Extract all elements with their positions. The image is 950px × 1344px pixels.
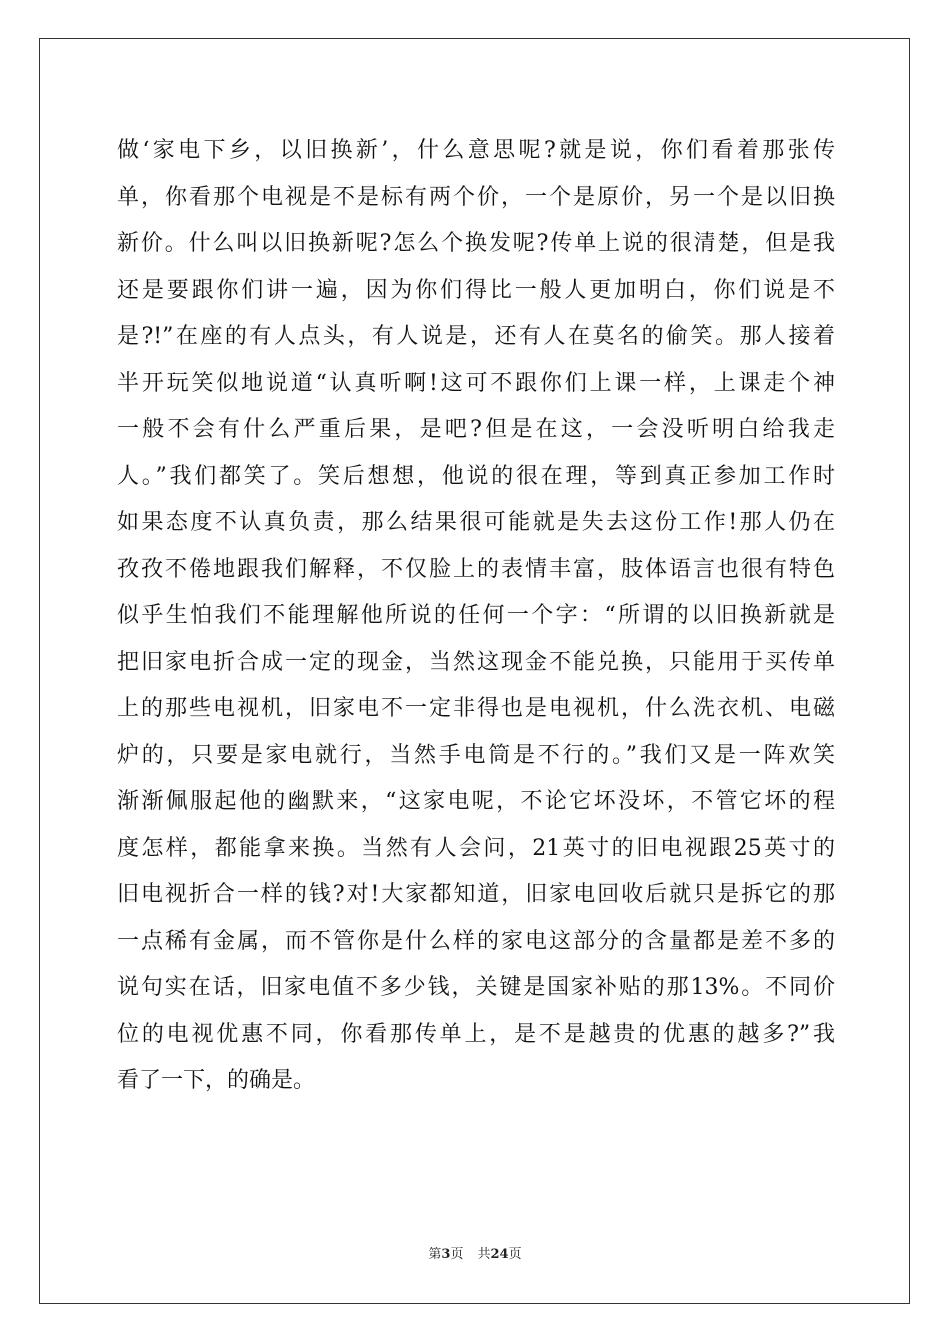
text-line-20: 位的电视优惠不同，你看那传单上，是不是越贵的优惠的越多?”我	[117, 1021, 835, 1047]
total-prefix: 共	[477, 1247, 491, 1262]
text-line-14: 炉的，只要是家电就行，当然手电筒是不行的。”我们又是一阵欢笑	[117, 742, 835, 768]
body-text	[117, 128, 835, 1105]
text-line-5: 是?!”在座的有人点头，有人说是，还有人在莫名的偷笑。那人接着	[117, 324, 835, 349]
text-line-11: 似乎生怕我们不能理解他所说的任何一个字：“所谓的以旧换新就是	[117, 603, 835, 628]
total-pages: 24	[490, 1247, 509, 1262]
text-line-4: 还是要跟你们讲一遍，因为你们得比一般人更加明白，你们说是不	[117, 277, 835, 303]
text-line-1: 做‘家电下乡，以旧换新’，什么意思呢?就是说，你们看着那张传	[117, 138, 835, 163]
text-line-13: 上的那些电视机，旧家电不一定非得也是电视机，什么洗衣机、电磁	[117, 696, 835, 721]
text-line-21: 看了一下，的确是。	[117, 1068, 316, 1093]
page-footer	[0, 1243, 950, 1262]
text-line-9: 如果态度不认真负责，那么结果很可能就是失去这份工作!那人仍在	[117, 510, 835, 535]
text-line-7: 一般不会有什么严重后果，是吧?但是在这，一会没听明白给我走	[117, 417, 835, 442]
total-suffix: 页	[508, 1247, 522, 1262]
text-line-18: 一点稀有金属，而不管你是什么样的家电这部分的含量都是差不多的	[117, 928, 835, 954]
page-suffix: 页	[450, 1247, 464, 1262]
page-number: 3	[441, 1247, 451, 1262]
text-line-19: 说句实在话，旧家电值不多少钱，关键是国家补贴的那13%。不同价	[117, 975, 835, 1000]
text-line-8: 人。”我们都笑了。笑后想想，他说的很在理，等到真正参加工作时	[117, 463, 835, 489]
text-line-10: 孜孜不倦地跟我们解释，不仅脸上的表情丰富，肢体语言也很有特色	[117, 556, 835, 582]
text-line-17: 旧电视折合一样的钱?对!大家都知道，旧家电回收后就只是拆它的那	[117, 882, 835, 907]
text-line-16: 度怎样，都能拿来换。当然有人会问，21英寸的旧电视跟25英寸的	[117, 835, 835, 861]
text-line-6: 半开玩笑似地说道“认真听啊!这可不跟你们上课一样，上课走个神	[117, 370, 835, 396]
text-line-2: 单，你看那个电视是不是标有两个价，一个是原价，另一个是以旧换	[117, 184, 835, 210]
page-prefix: 第	[428, 1247, 442, 1262]
text-line-15: 渐渐佩服起他的幽默来，“这家电呢，不论它坏没坏，不管它坏的程	[117, 789, 835, 814]
text-line-3: 新价。什么叫以旧换新呢?怎么个换发呢?传单上说的很清楚，但是我	[117, 231, 835, 256]
text-line-12: 把旧家电折合成一定的现金，当然这现金不能兑换，只能用于买传单	[117, 649, 835, 675]
